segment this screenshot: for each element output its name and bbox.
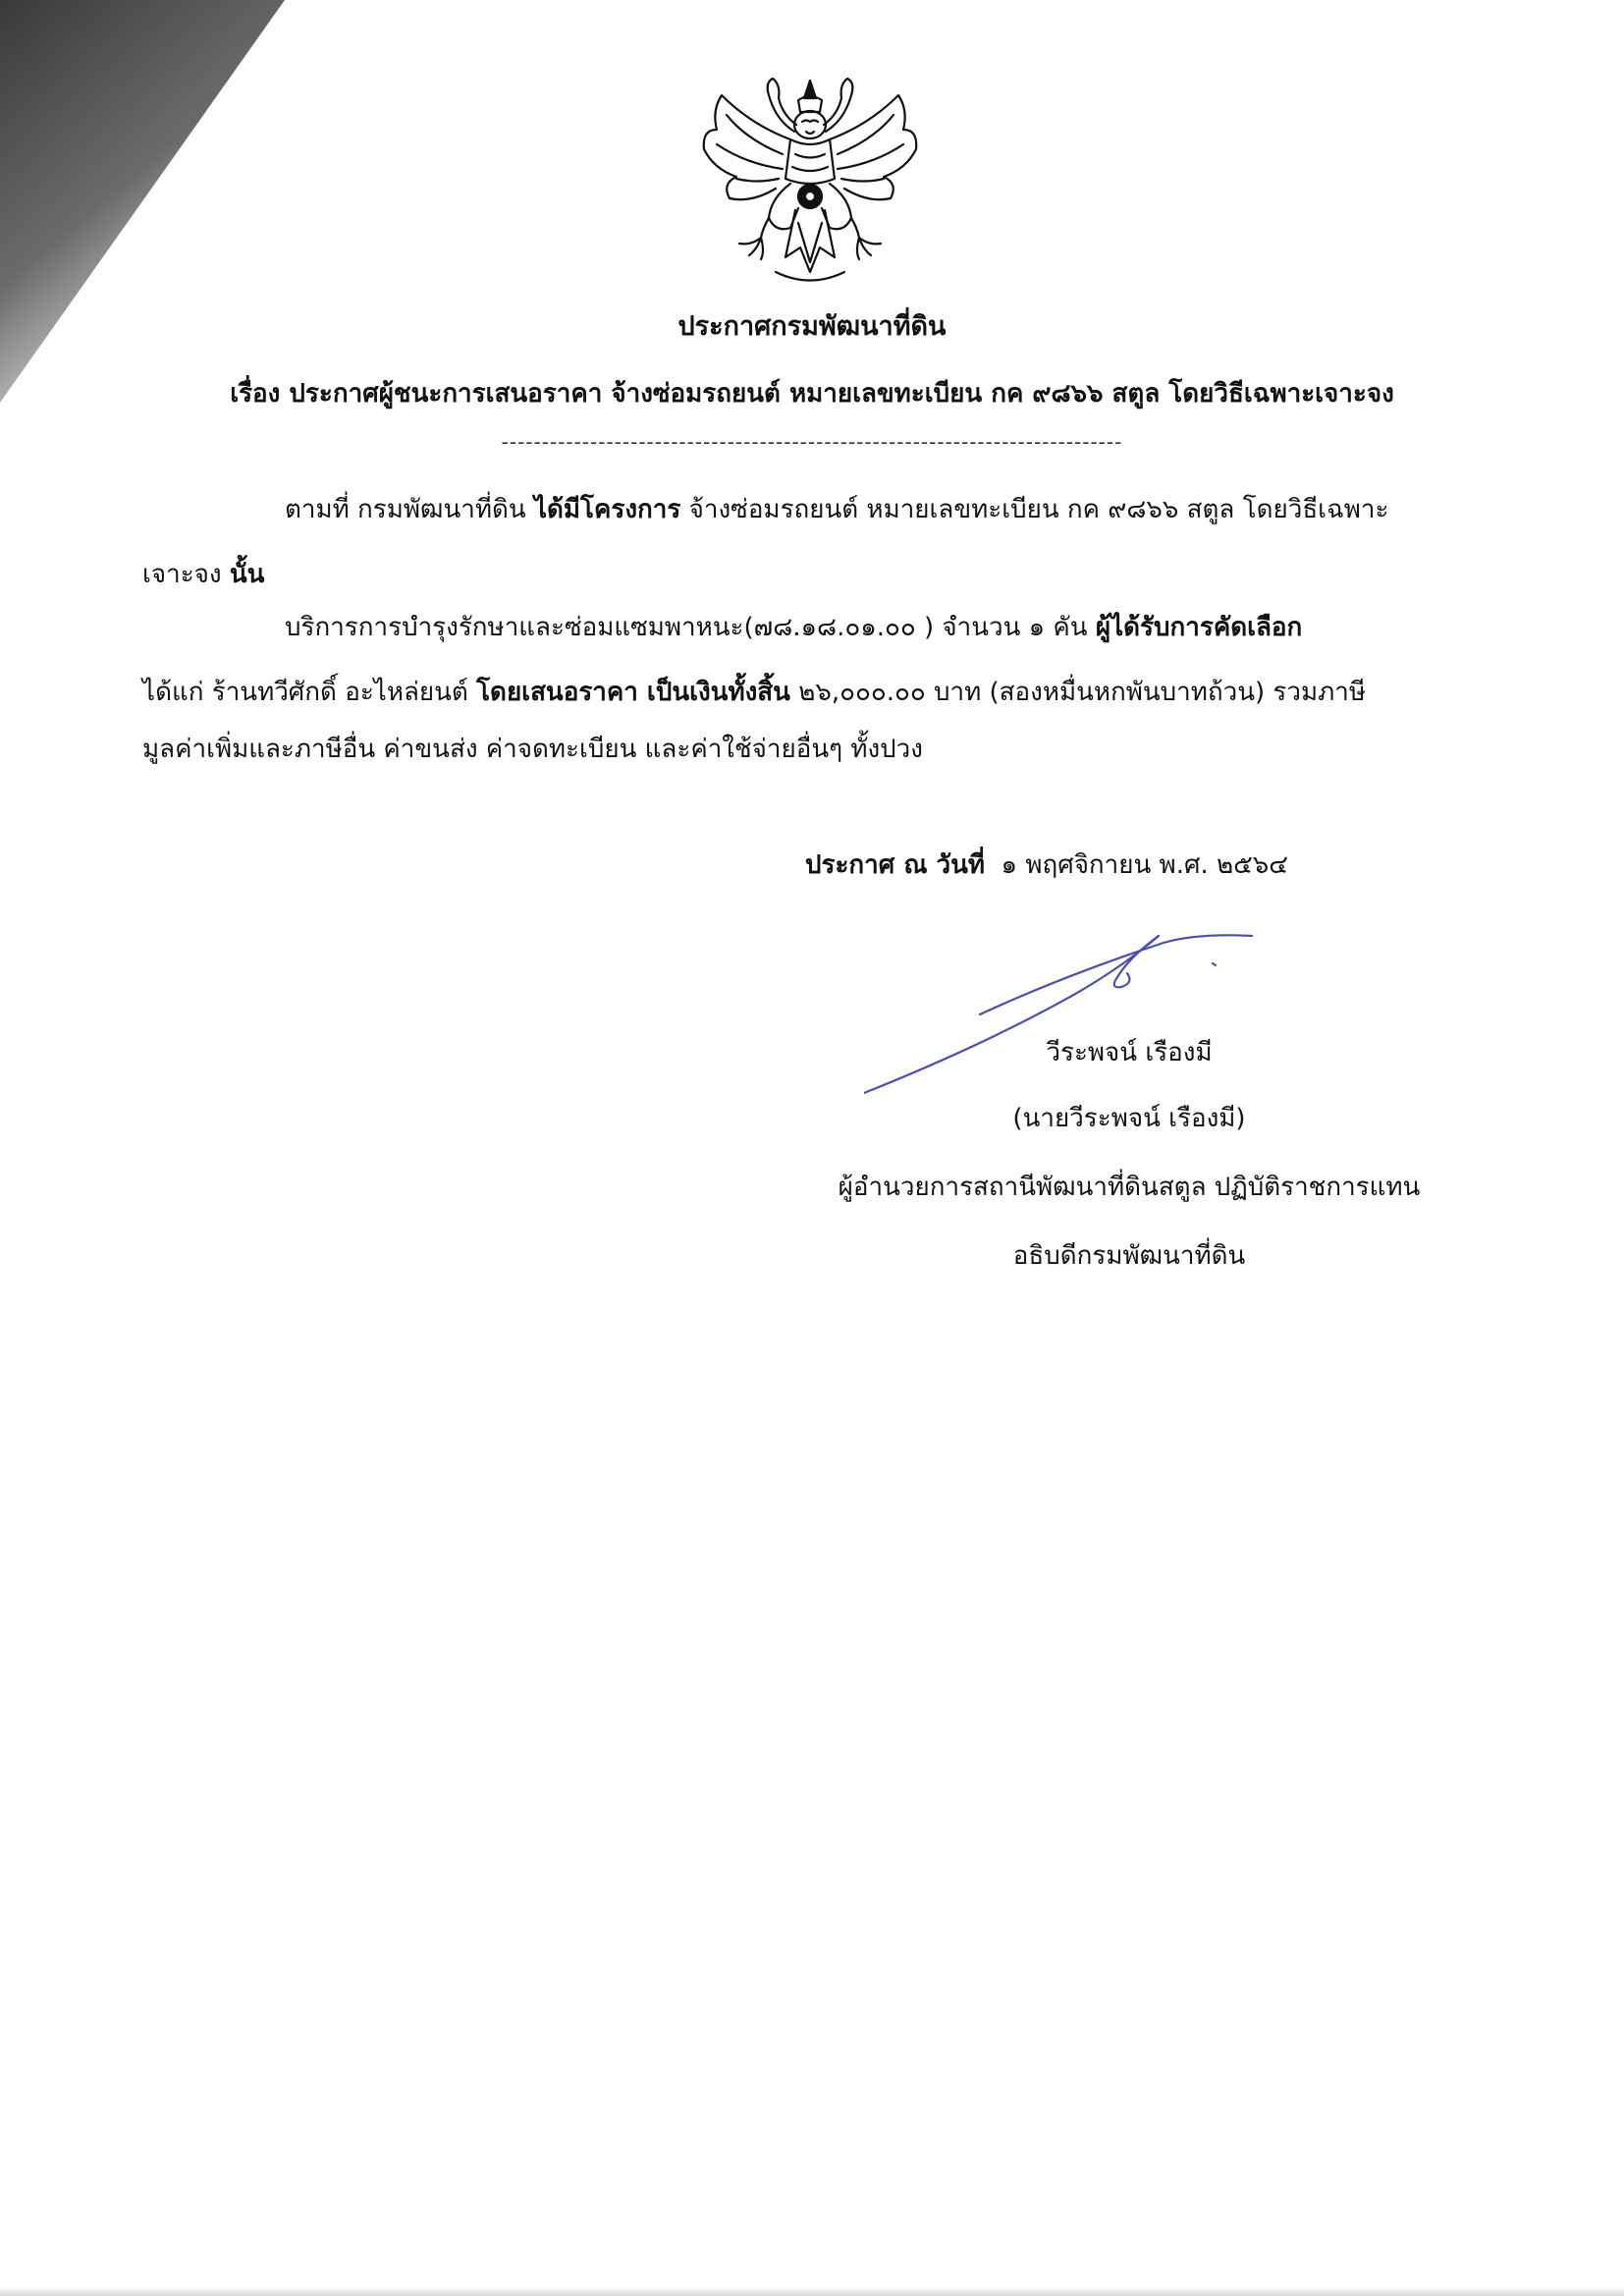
date-label: ประกาศ ณ วันที่ xyxy=(805,850,986,880)
signatory-name: วีระพจน์ เรืองมี xyxy=(1046,1038,1213,1067)
paragraph-2-line-1 xyxy=(285,607,1302,647)
document-subject: เรื่อง ประกาศผู้ชนะการเสนอราคา จ้างซ่อมรถยนต์ หมายเลขทะเบียน กค ๙๘๖๖ สตูล โดยวิธีเฉพาะเจาะจง xyxy=(230,379,1394,409)
document-title: ประกาศกรมพัฒนาที่ดิน xyxy=(677,311,947,342)
p2-line2-text-c: ๒๖,๐๐๐.๐๐ บาท (สองหมื่นหกพันบาทถ้วน) รวมภาษี xyxy=(789,678,1367,707)
p2-line2-text-a: ได้แก่ ร้านทวีศักดิ์ อะไหล่ยนต์ xyxy=(142,678,477,707)
signatory-position-line-2: อธิบดีกรมพัฒนาที่ดิน xyxy=(1012,1241,1246,1271)
p1-text-a: ตามที่ กรมพัฒนาที่ดิน xyxy=(285,495,534,524)
garuda-emblem-icon xyxy=(692,71,928,292)
signatory-position-line-1: ผู้อำนวยการสถานีพัฒนาที่ดินสตูล ปฏิบัติราชการแทน xyxy=(838,1173,1421,1202)
p2-line2-bold: โดยเสนอราคา เป็นเงินทั้งสิ้น xyxy=(476,678,790,707)
p2-text-bold: ผู้ได้รับการคัดเลือก xyxy=(1095,613,1303,642)
separator-line: ----------------------------------------------------------------------------- xyxy=(501,430,1123,454)
p1-text-c: จ้างซ่อมรถยนต์ หมายเลขทะเบียน กค ๙๘๖๖ สตูล โดยวิธีเฉพาะ xyxy=(680,495,1389,524)
paragraph-1-line-1 xyxy=(285,489,1388,529)
p1-line2-bold: นั้น xyxy=(229,560,265,589)
handwritten-signature xyxy=(864,899,1276,1115)
announcement-date xyxy=(805,845,1288,885)
paragraph-1-line-2 xyxy=(142,554,264,594)
p1-line2-text: เจาะจง xyxy=(142,560,230,589)
paragraph-2-line-3: มูลค่าเพิ่มและภาษีอื่น ค่าขนส่ง ค่าจดทะเบียน และค่าใช้จ่ายอื่นๆ ทั้งปวง xyxy=(142,735,923,764)
p2-text-a: บริการการบำรุงรักษาและซ่อมแซมพาหนะ(๗๘.๑๘.๐๑.๐๐ ) จำนวน ๑ คัน xyxy=(285,613,1096,642)
scan-shadow-bottom xyxy=(0,2286,1624,2296)
signatory-full-name: (นายวีระพจน์ เรืองมี) xyxy=(1012,1104,1246,1133)
date-value: ๑ พฤศจิกายน พ.ศ. ๒๕๖๔ xyxy=(1001,850,1288,880)
p1-text-bold: ได้มีโครงการ xyxy=(533,495,681,524)
paragraph-2-line-2 xyxy=(142,672,1366,712)
